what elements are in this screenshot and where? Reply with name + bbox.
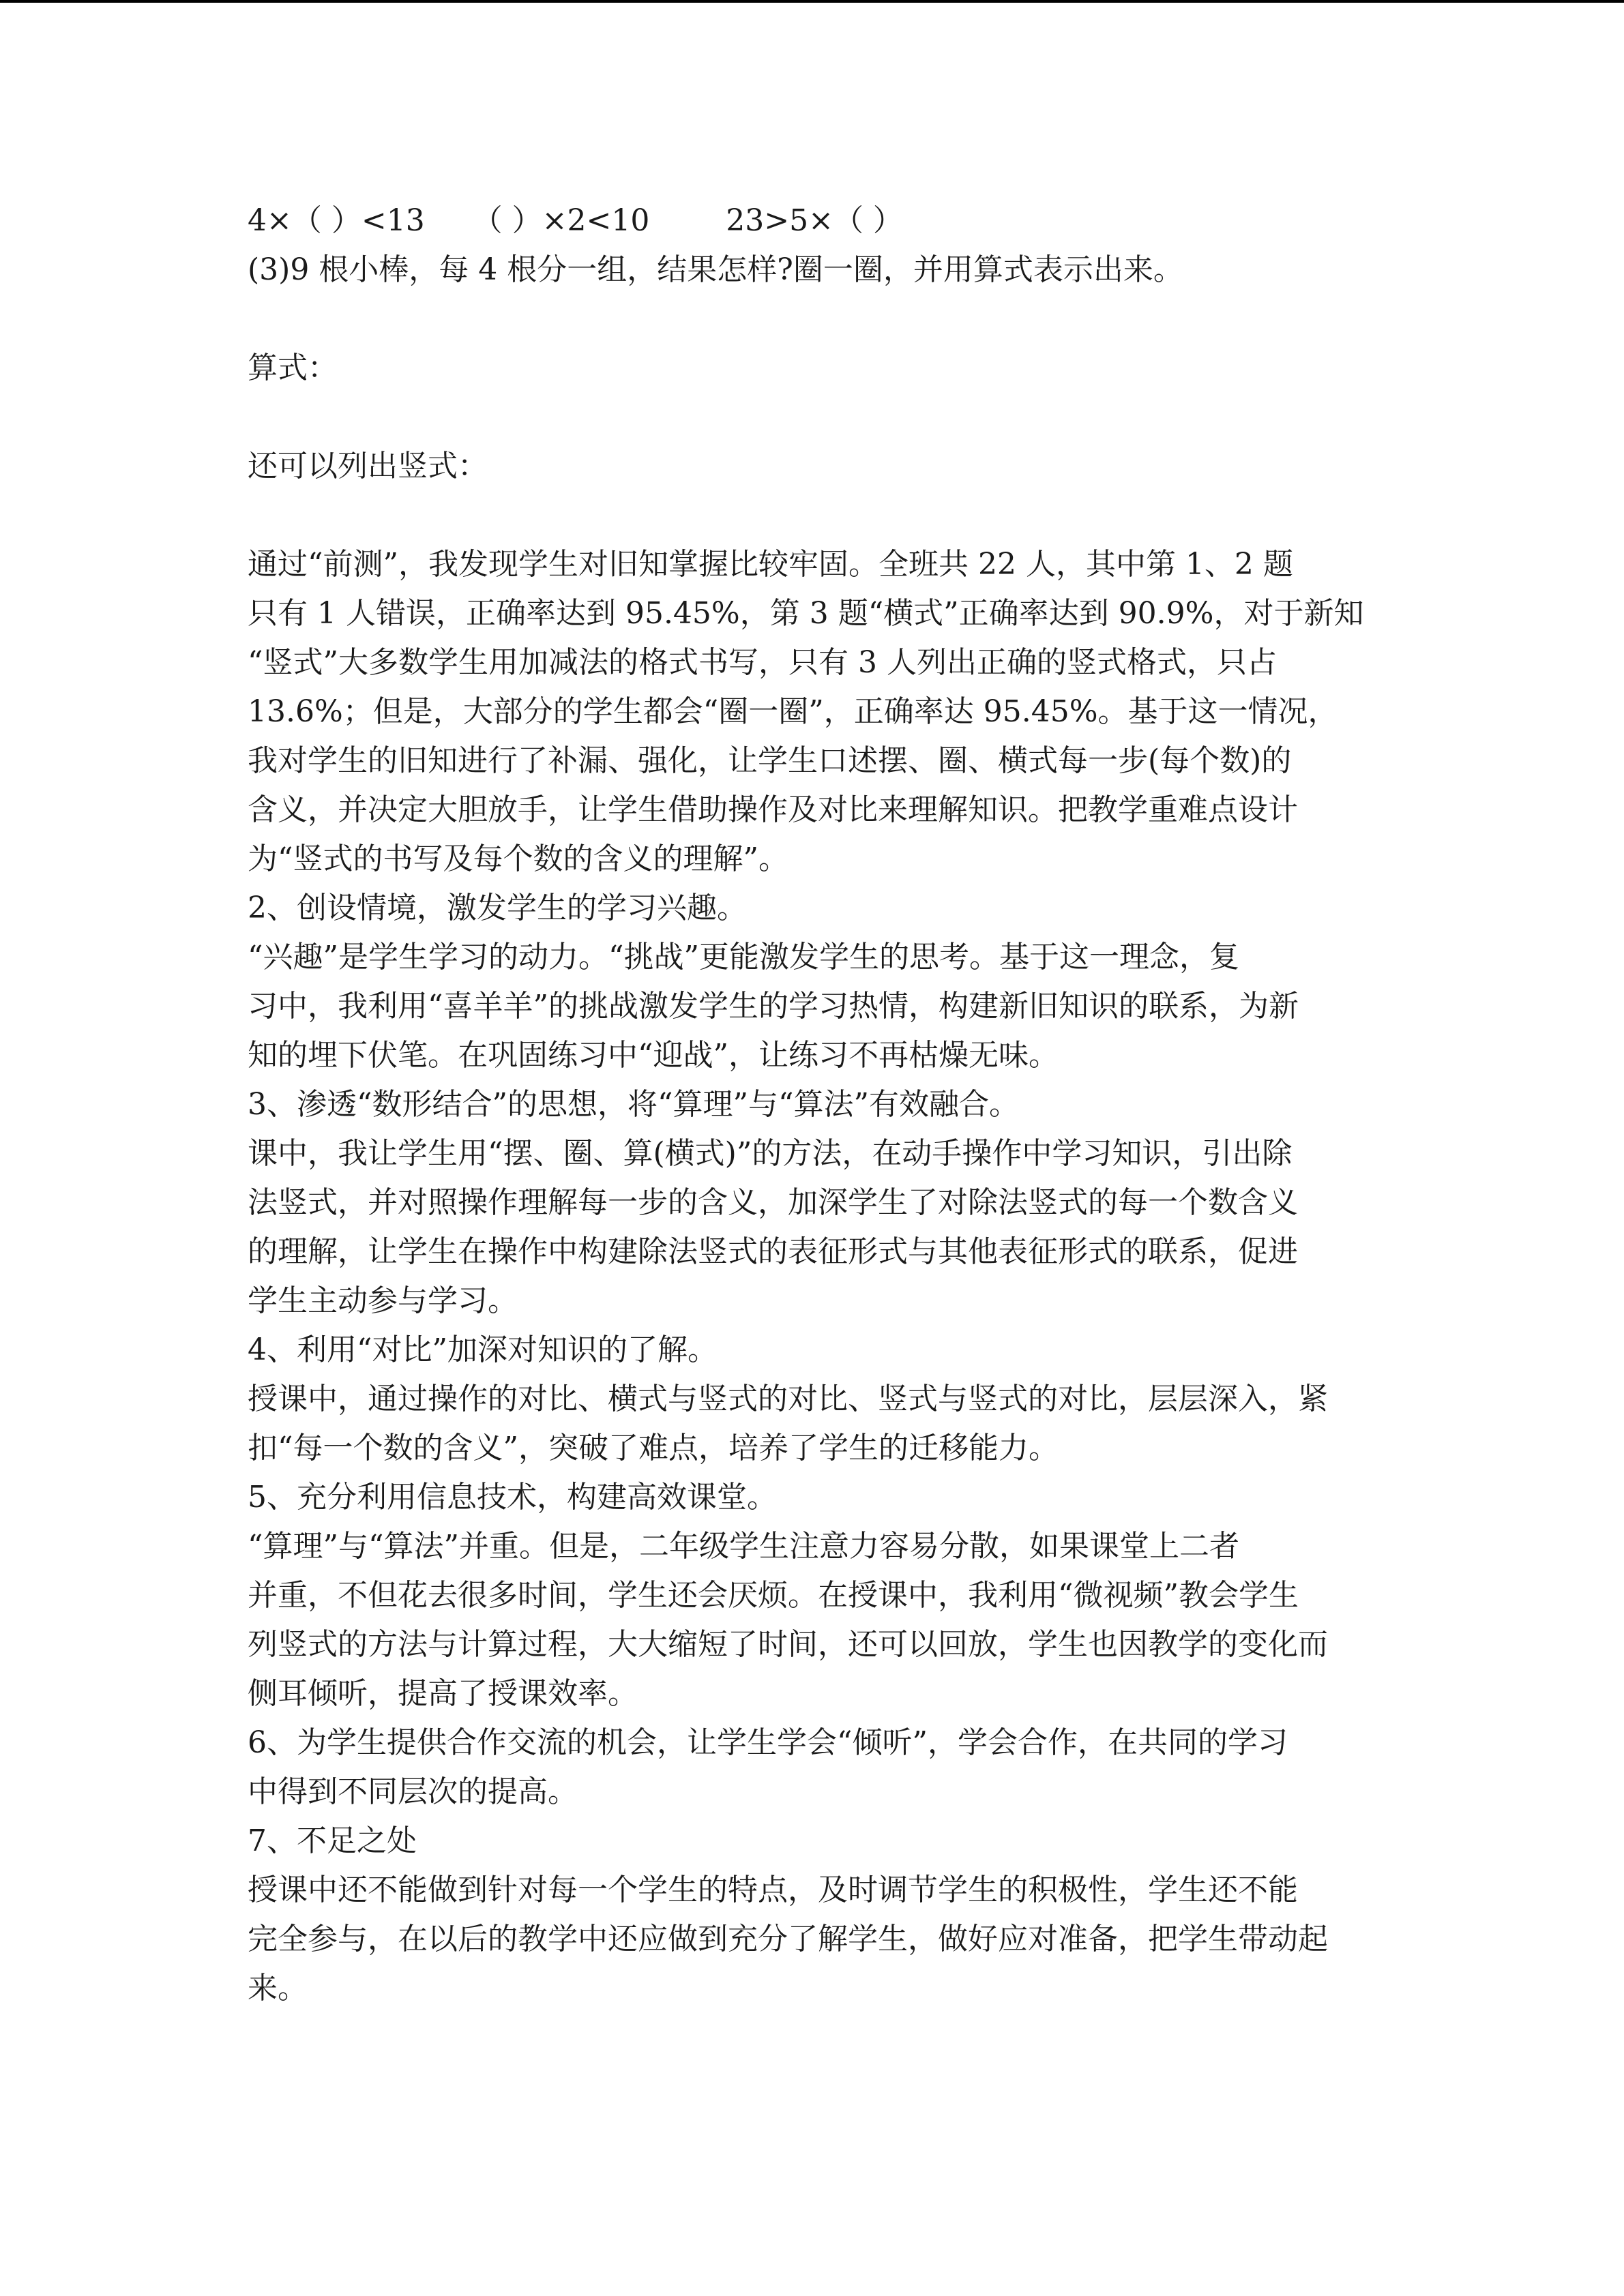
body-line: 来。 <box>248 1971 308 2006</box>
body-line: 授课中，通过操作的对比、横式与竖式的对比、竖式与竖式的对比，层层深入，紧 <box>248 1382 1328 1416</box>
blank-line <box>248 393 1380 442</box>
body-line: 只有 1 人错误，正确率达到 95.45%，第 3 题“横式”正确率达到 90.9%，对于新知 <box>248 596 1364 631</box>
body-line: 13.6%；但是，大部分的学生都会“圈一圈”，正确率达 95.45%。基于这一情况， <box>248 694 1338 729</box>
body-line: 为“竖式的书写及每个数的含义的理解”。 <box>248 841 788 876</box>
body-line: 习中，我利用“喜羊羊”的挑战激发学生的学习热情，构建新旧知识的联系，为新 <box>248 989 1299 1024</box>
page-top-border <box>0 0 1624 3</box>
document-page <box>248 196 1380 2013</box>
body-line: 的理解，让学生在操作中构建除法竖式的表征形式与其他表征形式的联系，促进 <box>248 1234 1298 1269</box>
body-line: “算理”与“算法”并重。但是，二年级学生注意力容易分散，如果课堂上二者 <box>248 1529 1239 1564</box>
body-line: 并重，不但花去很多时间，学生还会厌烦。在授课中，我利用“微视频”教会学生 <box>248 1578 1299 1613</box>
body-line: 侧耳倾听，提高了授课效率。 <box>248 1676 638 1711</box>
body-line: 列竖式的方法与计算过程，大大缩短了时间，还可以回放，学生也因教学的变化而 <box>248 1627 1328 1662</box>
section-heading: 6、为学生提供合作交流的机会，让学生学会“倾听”，学会合作，在共同的学习 <box>248 1725 1288 1760</box>
formula-label: 算式： <box>248 351 338 385</box>
vertical-formula-label: 还可以列出竖式： <box>248 449 488 483</box>
body-line: 完全参与，在以后的教学中还应做到充分了解学生，做好应对准备，把学生带动起 <box>248 1922 1328 1956</box>
body-line: 扣“每一个数的含义”，突破了难点，培养了学生的迁移能力。 <box>248 1431 1059 1465</box>
body-line: 法竖式，并对照操作理解每一步的含义，加深学生了对除法竖式的每一个数含义 <box>248 1185 1298 1220</box>
body-line: 课中，我让学生用“摆、圈、算(横式)”的方法，在动手操作中学习知识，引出除 <box>248 1136 1293 1171</box>
body-line: 授课中还不能做到针对每一个学生的特点，及时调节学生的积极性，学生还不能 <box>248 1873 1298 1907</box>
section-heading: 2、创设情境，激发学生的学习兴趣。 <box>248 891 747 925</box>
section-heading: 7、不足之处 <box>248 1823 417 1858</box>
body-line: 中得到不同层次的提高。 <box>248 1774 578 1809</box>
blank-line <box>248 295 1380 344</box>
blank-line <box>248 491 1380 540</box>
exercise-line: (3)9 根小棒，每 4 根分一组，结果怎样?圈一圈，并用算式表示出来。 <box>248 252 1183 287</box>
section-heading: 5、充分利用信息技术，构建高效课堂。 <box>248 1480 777 1515</box>
body-line: 学生主动参与学习。 <box>248 1283 518 1318</box>
body-line: 通过“前测”，我发现学生对旧知掌握比较牢固。全班共 22 人，其中第 1、2 题 <box>248 547 1293 582</box>
body-line: 含义，并决定大胆放手，让学生借助操作及对比来理解知识。把教学重难点设计 <box>248 792 1298 827</box>
body-line: 我对学生的旧知进行了补漏、强化，让学生口述摆、圈、横式每一步(每个数)的 <box>248 743 1292 778</box>
body-line: “竖式”大多数学生用加减法的格式书写，只有 3 人列出正确的竖式格式，只占 <box>248 645 1277 680</box>
section-heading: 4、利用“对比”加深对知识的了解。 <box>248 1332 718 1367</box>
body-line: “兴趣”是学生学习的动力。“挑战”更能激发学生的思考。基于这一理念，复 <box>248 940 1239 974</box>
body-line: 知的埋下伏笔。在巩固练习中“迎战”，让练习不再枯燥无味。 <box>248 1038 1059 1073</box>
section-heading: 3、渗透“数形结合”的思想，将“算理”与“算法”有效融合。 <box>248 1087 1019 1122</box>
exercise-line: 4×（ ）<13 （ ）×2<10 23>5×（ ） <box>248 203 903 238</box>
